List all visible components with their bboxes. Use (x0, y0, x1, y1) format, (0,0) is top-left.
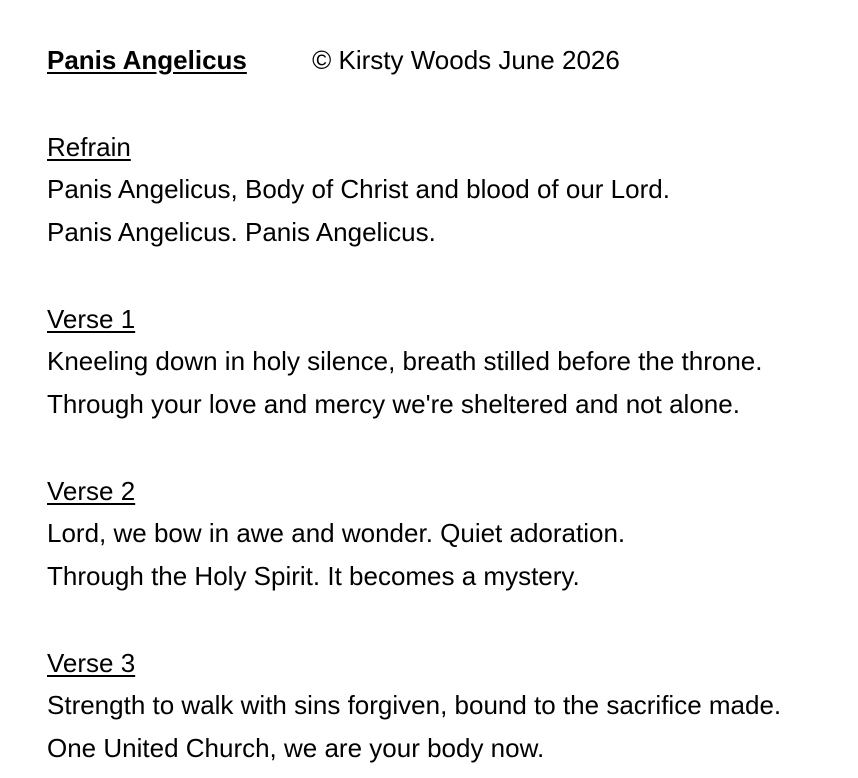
section-heading: Verse 3 (47, 648, 136, 678)
lyric-line: Lord, we bow in awe and wonder. Quiet adoration. (47, 518, 626, 548)
section-verse-3 (47, 643, 847, 770)
section-refrain (47, 127, 847, 254)
section-verse-2 (47, 471, 847, 598)
lyric-line: Through your love and mercy we're sheltered and not alone. (47, 389, 740, 419)
copyright-notice: © Kirsty Woods June 2026 (312, 45, 620, 75)
section-heading: Refrain (47, 132, 131, 162)
lyric-line: Kneeling down in holy silence, breath stilled before the throne. (47, 346, 763, 376)
lyric-line: Panis Angelicus. Panis Angelicus. (47, 217, 436, 247)
document-title: Panis Angelicus (47, 45, 247, 75)
lyric-line: Panis Angelicus, Body of Christ and blood of our Lord. (47, 174, 670, 204)
section-heading: Verse 1 (47, 304, 136, 334)
section-verse-1 (47, 299, 847, 426)
lyric-line: One United Church, we are your body now. (47, 733, 545, 763)
title-row (47, 40, 847, 80)
document-page (47, 40, 847, 770)
lyric-line: Strength to walk with sins forgiven, bound to the sacrifice made. (47, 690, 782, 720)
lyric-line: Through the Holy Spirit. It becomes a mystery. (47, 561, 580, 591)
section-heading: Verse 2 (47, 476, 136, 506)
